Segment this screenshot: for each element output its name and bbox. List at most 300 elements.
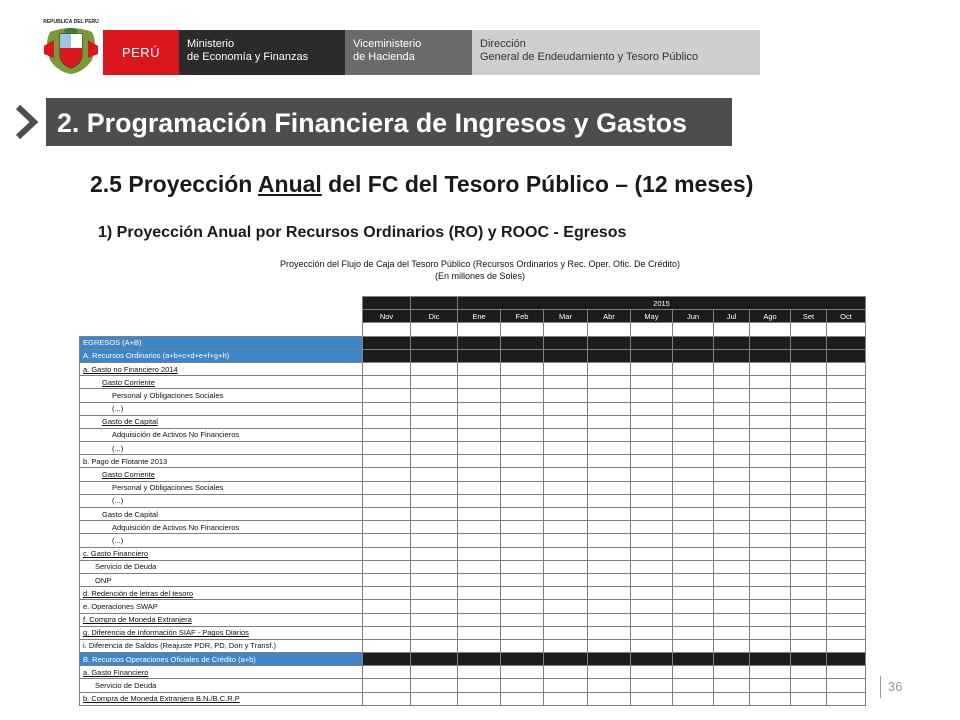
value-cell — [458, 692, 501, 705]
header-month: Nov — [363, 310, 411, 323]
value-cell — [750, 521, 791, 534]
value-cell — [673, 547, 714, 560]
value-cell — [791, 653, 827, 666]
header-corner — [80, 297, 363, 310]
value-cell — [411, 692, 458, 705]
value-cell — [631, 362, 673, 375]
spacer-cell — [588, 323, 631, 336]
value-cell — [458, 376, 501, 389]
table-row — [80, 349, 866, 362]
table-row — [80, 376, 866, 389]
value-cell — [588, 402, 631, 415]
value-cell — [714, 468, 750, 481]
table-title-line-1: Proyección del Flujo de Caja del Tesoro Público (Recursos Ordinarios y Rec. Oper. Ofic. De Crédito) — [279, 259, 680, 269]
value-cell — [750, 679, 791, 692]
value-cell — [501, 626, 544, 639]
value-cell — [791, 639, 827, 652]
value-cell — [714, 639, 750, 652]
value-cell — [363, 534, 411, 547]
value-cell — [411, 402, 458, 415]
value-cell — [714, 626, 750, 639]
header-month: Ene — [458, 310, 501, 323]
value-cell — [501, 573, 544, 586]
table-row — [80, 415, 866, 428]
header-month: Set — [791, 310, 827, 323]
value-cell — [631, 494, 673, 507]
value-cell — [827, 376, 866, 389]
value-cell — [501, 468, 544, 481]
value-cell — [631, 626, 673, 639]
table-row — [80, 666, 866, 679]
value-cell — [411, 534, 458, 547]
value-cell — [791, 521, 827, 534]
value-cell — [750, 626, 791, 639]
row-label: f. Compra de Moneda Extranjera — [80, 613, 363, 626]
value-cell — [363, 389, 411, 402]
table-title-line-2: (En millones de Soles) — [434, 271, 526, 281]
value-cell — [631, 336, 673, 349]
value-cell — [673, 349, 714, 362]
value-cell — [791, 679, 827, 692]
value-cell — [588, 547, 631, 560]
value-cell — [458, 573, 501, 586]
value-cell — [411, 587, 458, 600]
value-cell — [827, 494, 866, 507]
row-label: c. Gasto Financiero — [80, 547, 363, 560]
table-row — [80, 455, 866, 468]
value-cell — [363, 349, 411, 362]
value-cell — [631, 455, 673, 468]
table-row — [80, 560, 866, 573]
value-cell — [501, 679, 544, 692]
value-cell — [631, 389, 673, 402]
value-cell — [588, 639, 631, 652]
value-cell — [544, 349, 588, 362]
spacer-label — [80, 323, 363, 336]
value-cell — [827, 692, 866, 705]
spacer-cell — [791, 323, 827, 336]
value-cell — [363, 362, 411, 375]
value-cell — [750, 362, 791, 375]
value-cell — [544, 666, 588, 679]
value-cell — [501, 587, 544, 600]
value-cell — [501, 534, 544, 547]
value-cell — [458, 415, 501, 428]
value-cell — [673, 626, 714, 639]
vice-ministry-line-1: Viceministerio — [353, 38, 422, 50]
value-cell — [673, 336, 714, 349]
chevron-right-icon — [14, 104, 40, 140]
row-label: Gasto Corriente — [80, 376, 363, 389]
vice-ministry-badge — [345, 30, 472, 75]
value-cell — [363, 428, 411, 441]
value-cell — [631, 613, 673, 626]
value-cell — [458, 534, 501, 547]
value-cell — [827, 402, 866, 415]
value-cell — [458, 336, 501, 349]
value-cell — [827, 560, 866, 573]
value-cell — [458, 494, 501, 507]
direction-badge — [472, 30, 760, 75]
value-cell — [411, 428, 458, 441]
value-cell — [588, 626, 631, 639]
row-label: b. Pago de Flotante 2013 — [80, 455, 363, 468]
value-cell — [673, 362, 714, 375]
value-cell — [750, 455, 791, 468]
value-cell — [458, 521, 501, 534]
value-cell — [791, 415, 827, 428]
subtitle-prefix: 2.5 Proyección — [90, 171, 258, 197]
row-label: (...) — [80, 494, 363, 507]
row-label: e. Operaciones SWAP — [80, 600, 363, 613]
value-cell — [363, 666, 411, 679]
row-label: Personal y Obligaciones Sociales — [80, 389, 363, 402]
value-cell — [714, 534, 750, 547]
value-cell — [501, 415, 544, 428]
value-cell — [714, 653, 750, 666]
spacer-cell — [501, 323, 544, 336]
value-cell — [673, 468, 714, 481]
value-cell — [673, 428, 714, 441]
value-cell — [714, 573, 750, 586]
value-cell — [458, 679, 501, 692]
value-cell — [791, 508, 827, 521]
row-label: A. Recursos Ordinarios (a+b+c+d+e+f+g+h) — [80, 349, 363, 362]
country-badge — [103, 30, 179, 75]
value-cell — [588, 508, 631, 521]
value-cell — [544, 336, 588, 349]
row-label: Gasto de Capital — [80, 508, 363, 521]
value-cell — [791, 626, 827, 639]
value-cell — [673, 402, 714, 415]
table-row — [80, 494, 866, 507]
value-cell — [714, 376, 750, 389]
value-cell — [631, 508, 673, 521]
cash-flow-table — [79, 296, 866, 706]
row-label: Servicio de Deuda — [80, 679, 363, 692]
header-month: Feb — [501, 310, 544, 323]
value-cell — [544, 639, 588, 652]
value-cell — [631, 376, 673, 389]
value-cell — [458, 653, 501, 666]
spacer-cell — [544, 323, 588, 336]
value-cell — [750, 508, 791, 521]
value-cell — [411, 389, 458, 402]
value-cell — [827, 587, 866, 600]
value-cell — [673, 415, 714, 428]
value-cell — [363, 336, 411, 349]
value-cell — [791, 692, 827, 705]
value-cell — [750, 481, 791, 494]
spacer-cell — [673, 323, 714, 336]
row-label: d. Redención de letras del tesoro — [80, 587, 363, 600]
value-cell — [411, 626, 458, 639]
value-cell — [411, 573, 458, 586]
value-cell — [588, 481, 631, 494]
value-cell — [791, 455, 827, 468]
value-cell — [588, 600, 631, 613]
value-cell — [411, 362, 458, 375]
value-cell — [544, 626, 588, 639]
table-row — [80, 468, 866, 481]
table-row — [80, 442, 866, 455]
value-cell — [673, 587, 714, 600]
value-cell — [791, 481, 827, 494]
value-cell — [363, 653, 411, 666]
value-cell — [588, 455, 631, 468]
value-cell — [673, 666, 714, 679]
value-cell — [544, 560, 588, 573]
value-cell — [363, 679, 411, 692]
value-cell — [544, 402, 588, 415]
value-cell — [501, 481, 544, 494]
table-row — [80, 508, 866, 521]
value-cell — [631, 600, 673, 613]
value-cell — [501, 389, 544, 402]
value-cell — [588, 521, 631, 534]
header-month: May — [631, 310, 673, 323]
value-cell — [750, 468, 791, 481]
value-cell — [363, 508, 411, 521]
value-cell — [791, 442, 827, 455]
value-cell — [827, 639, 866, 652]
value-cell — [631, 415, 673, 428]
value-cell — [827, 468, 866, 481]
value-cell — [673, 653, 714, 666]
value-cell — [588, 666, 631, 679]
value-cell — [363, 639, 411, 652]
value-cell — [363, 547, 411, 560]
value-cell — [714, 587, 750, 600]
value-cell — [750, 442, 791, 455]
value-cell — [827, 653, 866, 666]
value-cell — [501, 600, 544, 613]
row-label: Personal y Obligaciones Sociales — [80, 481, 363, 494]
value-cell — [501, 613, 544, 626]
value-cell — [588, 428, 631, 441]
value-cell — [750, 415, 791, 428]
value-cell — [673, 639, 714, 652]
value-cell — [411, 679, 458, 692]
value-cell — [714, 613, 750, 626]
spacer-cell — [411, 323, 458, 336]
value-cell — [544, 679, 588, 692]
value-cell — [588, 653, 631, 666]
value-cell — [411, 455, 458, 468]
value-cell — [791, 547, 827, 560]
value-cell — [791, 402, 827, 415]
value-cell — [544, 587, 588, 600]
value-cell — [544, 428, 588, 441]
row-label: ONP — [80, 573, 363, 586]
value-cell — [458, 600, 501, 613]
value-cell — [791, 534, 827, 547]
value-cell — [363, 468, 411, 481]
value-cell — [631, 679, 673, 692]
value-cell — [673, 508, 714, 521]
value-cell — [631, 547, 673, 560]
table-row — [80, 521, 866, 534]
header-year: 2015 — [458, 297, 866, 310]
value-cell — [544, 494, 588, 507]
value-cell — [714, 389, 750, 402]
value-cell — [673, 600, 714, 613]
value-cell — [827, 508, 866, 521]
value-cell — [501, 508, 544, 521]
value-cell — [544, 692, 588, 705]
value-cell — [750, 349, 791, 362]
row-label: g. Diferencia de Información SIAF - Pagos Diarios — [80, 626, 363, 639]
value-cell — [631, 692, 673, 705]
table-spacer-row — [80, 323, 866, 336]
value-cell — [588, 587, 631, 600]
value-cell — [673, 389, 714, 402]
value-cell — [411, 639, 458, 652]
value-cell — [588, 692, 631, 705]
header-prior-year-cell — [363, 297, 411, 310]
value-cell — [411, 494, 458, 507]
value-cell — [588, 389, 631, 402]
row-label: b. Compra de Moneda Extranjera B.N./B.C.R.P — [80, 692, 363, 705]
value-cell — [714, 547, 750, 560]
value-cell — [363, 494, 411, 507]
row-label: (...) — [80, 534, 363, 547]
value-cell — [631, 428, 673, 441]
value-cell — [791, 600, 827, 613]
value-cell — [827, 455, 866, 468]
value-cell — [673, 442, 714, 455]
value-cell — [501, 349, 544, 362]
value-cell — [827, 481, 866, 494]
value-cell — [750, 534, 791, 547]
value-cell — [750, 653, 791, 666]
value-cell — [363, 455, 411, 468]
table-row — [80, 573, 866, 586]
table-row — [80, 547, 866, 560]
table-header-year-row — [80, 297, 866, 310]
value-cell — [631, 560, 673, 573]
value-cell — [588, 415, 631, 428]
value-cell — [411, 336, 458, 349]
value-cell — [458, 560, 501, 573]
value-cell — [501, 362, 544, 375]
value-cell — [411, 666, 458, 679]
value-cell — [363, 587, 411, 600]
value-cell — [501, 692, 544, 705]
table-row — [80, 639, 866, 652]
value-cell — [714, 362, 750, 375]
value-cell — [363, 481, 411, 494]
value-cell — [544, 534, 588, 547]
table-row — [80, 653, 866, 666]
value-cell — [411, 376, 458, 389]
value-cell — [827, 626, 866, 639]
value-cell — [501, 653, 544, 666]
value-cell — [714, 481, 750, 494]
value-cell — [631, 573, 673, 586]
value-cell — [827, 336, 866, 349]
value-cell — [588, 613, 631, 626]
value-cell — [458, 639, 501, 652]
value-cell — [501, 428, 544, 441]
table-row — [80, 428, 866, 441]
value-cell — [501, 455, 544, 468]
header-month: Dic — [411, 310, 458, 323]
value-cell — [544, 468, 588, 481]
spacer-cell — [714, 323, 750, 336]
table-row — [80, 389, 866, 402]
header-month: Ago — [750, 310, 791, 323]
value-cell — [791, 494, 827, 507]
spacer-cell — [631, 323, 673, 336]
value-cell — [750, 336, 791, 349]
value-cell — [714, 415, 750, 428]
value-cell — [411, 468, 458, 481]
value-cell — [458, 362, 501, 375]
value-cell — [827, 521, 866, 534]
value-cell — [501, 521, 544, 534]
row-label: Adquisición de Activos No Financieros — [80, 521, 363, 534]
table-header-month-row — [80, 310, 866, 323]
value-cell — [750, 428, 791, 441]
value-cell — [501, 560, 544, 573]
value-cell — [827, 389, 866, 402]
value-cell — [363, 626, 411, 639]
value-cell — [791, 613, 827, 626]
value-cell — [544, 376, 588, 389]
table-row — [80, 600, 866, 613]
spacer-cell — [827, 323, 866, 336]
value-cell — [501, 402, 544, 415]
value-cell — [714, 508, 750, 521]
value-cell — [791, 376, 827, 389]
value-cell — [544, 547, 588, 560]
value-cell — [714, 336, 750, 349]
value-cell — [544, 521, 588, 534]
section-heading: 1) Proyección Anual por Recursos Ordinarios (RO) y ROOC - Egresos — [98, 224, 627, 241]
value-cell — [544, 455, 588, 468]
country-label: PERÚ — [121, 45, 161, 60]
value-cell — [458, 428, 501, 441]
value-cell — [501, 376, 544, 389]
value-cell — [750, 692, 791, 705]
value-cell — [791, 468, 827, 481]
value-cell — [827, 349, 866, 362]
value-cell — [714, 600, 750, 613]
row-label: i. Diferencia de Saldos (Reajuste PDR, PD, Don y Transf.) — [80, 639, 363, 652]
value-cell — [631, 666, 673, 679]
value-cell — [588, 560, 631, 573]
table-row — [80, 534, 866, 547]
value-cell — [501, 666, 544, 679]
value-cell — [827, 573, 866, 586]
value-cell — [714, 455, 750, 468]
value-cell — [791, 349, 827, 362]
value-cell — [544, 481, 588, 494]
svg-text:REPUBLICA DEL PERU: REPUBLICA DEL PERU — [43, 19, 99, 25]
value-cell — [458, 508, 501, 521]
value-cell — [363, 415, 411, 428]
value-cell — [544, 362, 588, 375]
value-cell — [750, 639, 791, 652]
value-cell — [673, 560, 714, 573]
value-cell — [588, 336, 631, 349]
vice-ministry-line-2: de Hacienda — [353, 51, 415, 63]
value-cell — [714, 428, 750, 441]
header-month: Jun — [673, 310, 714, 323]
value-cell — [791, 560, 827, 573]
value-cell — [827, 534, 866, 547]
